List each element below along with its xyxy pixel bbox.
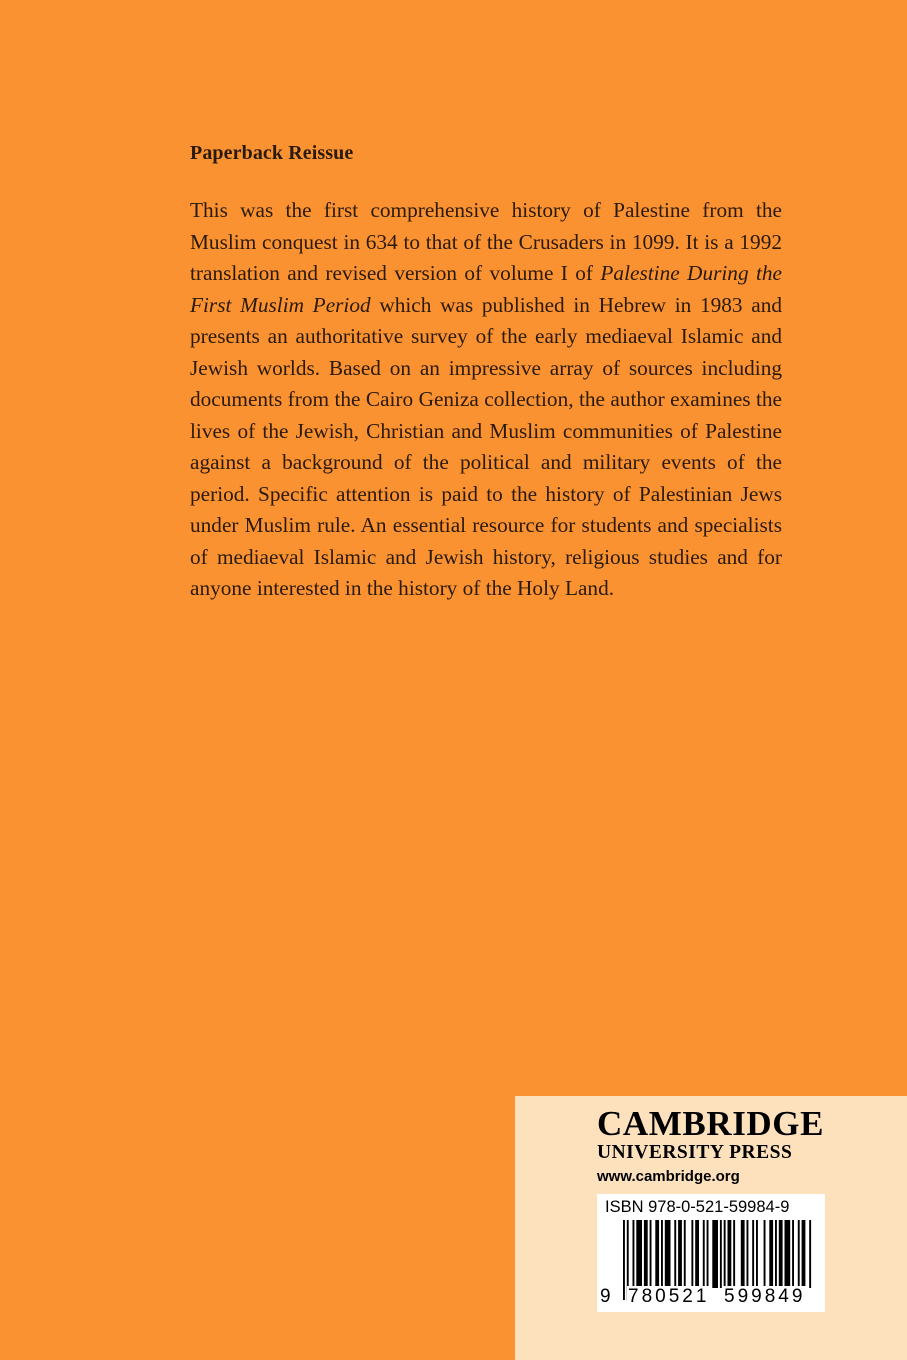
barcode-bar — [785, 1220, 791, 1288]
barcode-bar — [764, 1220, 766, 1288]
barcode-bar — [809, 1220, 811, 1288]
reissue-label: Paperback Reissue — [190, 142, 354, 164]
publisher-subname: UNIVERSITY PRESS — [597, 1142, 793, 1163]
original-title: Palestine During the First Muslim Period — [190, 261, 782, 317]
description-part-1: This was the first comprehensive history of Palestine from the Muslim conquest in 634 to that of the Crusaders in 1099. It is a 1992 translation and revised version of volume I of — [190, 198, 782, 285]
barcode-bar — [684, 1220, 686, 1288]
publisher-panel — [515, 1096, 907, 1360]
barcode-bar — [741, 1220, 745, 1288]
barcode-bar — [636, 1220, 642, 1288]
barcode-bar — [769, 1220, 773, 1288]
barcode-bar — [703, 1220, 705, 1288]
barcode-bar — [756, 1220, 758, 1288]
barcode-bar — [695, 1220, 699, 1288]
barcode-bar — [733, 1220, 735, 1288]
barcode-bar — [674, 1220, 676, 1288]
barcode-bar — [752, 1220, 754, 1288]
barcode-digits-left: 780521 — [628, 1286, 710, 1307]
barcode-bar — [707, 1220, 709, 1288]
barcode-bar — [678, 1220, 682, 1288]
barcode-bar — [644, 1220, 648, 1288]
barcode-box — [597, 1194, 825, 1312]
barcode-bar — [720, 1220, 722, 1288]
barcode-bar — [665, 1220, 671, 1288]
barcode-bar — [728, 1220, 732, 1288]
barcode-bar — [633, 1220, 635, 1288]
barcode-bar — [655, 1220, 659, 1288]
isbn-text: ISBN 978-0-521-59984-9 — [605, 1198, 790, 1216]
barcode-bar — [775, 1220, 777, 1288]
barcode-bar — [802, 1220, 806, 1288]
publisher-name: CAMBRIDGE — [597, 1104, 825, 1143]
barcode-bar — [792, 1220, 794, 1288]
publisher-url: www.cambridge.org — [597, 1168, 740, 1185]
barcode-bar — [691, 1220, 693, 1288]
barcode-bar — [712, 1220, 718, 1288]
barcode-digits-right: 599849 — [724, 1286, 806, 1307]
barcode-digit-first: 9 — [600, 1286, 611, 1307]
barcode-bar — [661, 1220, 663, 1288]
barcode-bar — [779, 1220, 783, 1288]
barcode-bar — [650, 1220, 652, 1288]
book-description — [190, 195, 782, 605]
barcode-bar — [623, 1220, 625, 1300]
barcode-bar — [798, 1220, 800, 1288]
barcode-bar — [747, 1220, 749, 1288]
description-part-2: which was published in Hebrew in 1983 and presents an authoritative survey of the early mediaeval Islamic and Jewish worlds. Based on an impressive array of sources including documents from the Cairo Geniza collection, the author examines the lives of the Jewish, Christian and Muslim communities of Palestine against a background of the political and military events of the period. Specific attention is paid to the history of Palestinian Jews under Muslim rule. An essential resource for students and specialists of mediaeval Islamic and Jewish history, religious studies and for anyone interested in the history of the Holy Land. — [190, 292, 783, 600]
